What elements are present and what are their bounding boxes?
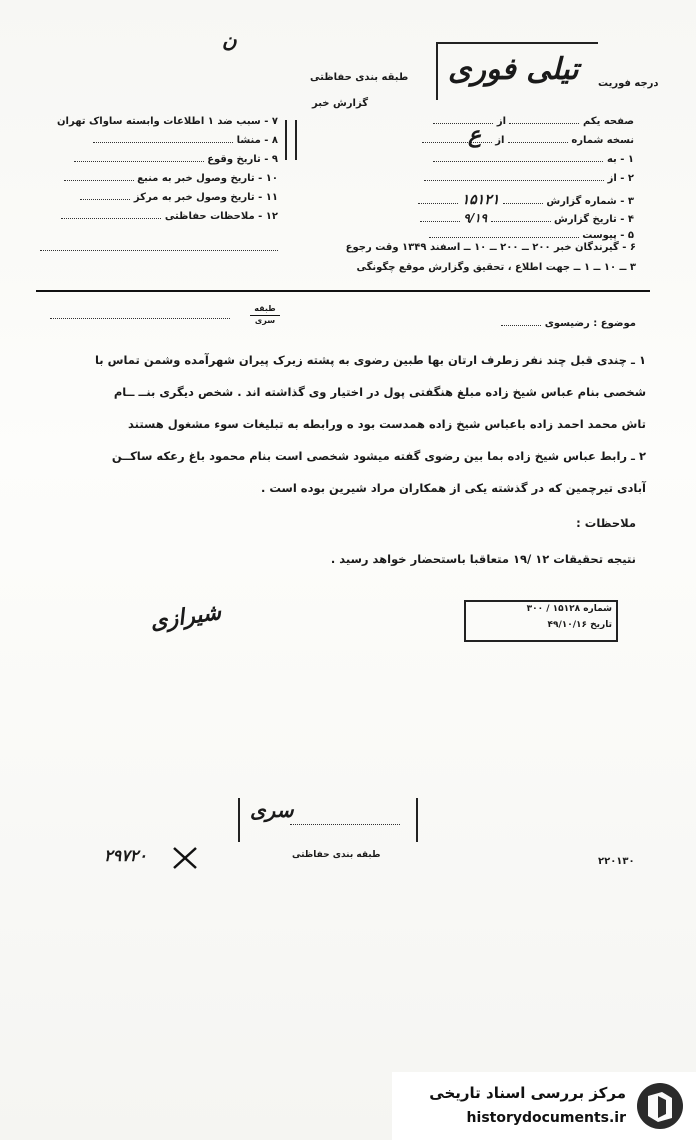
- x-mark-icon: [172, 846, 198, 870]
- field-page: صفحه یکم از: [300, 116, 634, 135]
- footer-watermark: [392, 1072, 696, 1140]
- distribution-line-1: ۶ - گیرندگان خبر ۲۰۰ ــ ۲۰۰ ــ ۱۰ ــ اسفند ۱۳۴۹ وقت رجوع: [345, 242, 636, 253]
- field-occurrence-date: ۹ - تاریخ وقوع: [40, 154, 278, 173]
- body-line: ۲ ـ رابط عباس شیخ زاده بما بین رضوی گفته میشود شخصی است بنام محمود باغ رعکه ساکــن: [111, 449, 646, 463]
- field-to: ۱ - به: [300, 154, 634, 173]
- page-code: ۲۲۰۱۳۰: [598, 856, 635, 867]
- notes-text: نتیجه تحقیقات ۱۲ /۱۹ متعاقبا باستحضار خواهد رسید .: [330, 552, 636, 566]
- registry-stamp: شماره ۱۵۱۲۸ / ۳۰۰ تاریخ ۴۹/۱۰/۱۶: [464, 600, 618, 642]
- body-line: آبادی تیرچمین که در گذشته یکی از همکاران مراد شیرین بوده است .: [261, 481, 646, 495]
- handwritten-copy-mark: ع: [468, 122, 482, 148]
- field-copy: نسخه شماره از: [300, 135, 634, 154]
- field-attachment: ۵ - پیوست: [300, 230, 634, 249]
- blank-line: [40, 234, 278, 251]
- urgency-label: درجه فوریت: [598, 78, 659, 89]
- subject-dots: [50, 318, 230, 319]
- bottom-classification-label: طبقه بندی حفاظتی: [292, 850, 381, 860]
- header-separator: [36, 290, 650, 292]
- report-body: [40, 344, 646, 504]
- bottom-dots: [290, 824, 400, 825]
- body-line: ۱ ـ چندی قبل چند نفر زطرف ارتان بها طبین رضوی به پشته زیرک پیران شهرآمده وشمن تماس با: [94, 353, 646, 367]
- fields-left: [40, 116, 278, 251]
- footer-url: historydocuments.ir: [466, 1110, 626, 1126]
- field-source-receipt-date: ۱۰ - تاریخ وصول خبر به منبع: [40, 173, 278, 192]
- field-cause: ۷ - سبب ضد ۱ اطلاعات وابسته ساواک تهران: [57, 116, 278, 127]
- notes-label: ملاحظات :: [576, 516, 636, 530]
- handwritten-urgency: تیلی فوری: [448, 52, 579, 87]
- field-center-receipt-date: ۱۱ - تاریخ وصول خبر به مرکز: [40, 192, 278, 211]
- report-title: گزارش خبر: [312, 98, 369, 109]
- small-mark: ن: [222, 28, 237, 52]
- field-report-number: ۳ - شماره گزارش ۱۵۱۲۱: [300, 192, 634, 211]
- document-number: ۲۹۷۲۰: [104, 846, 147, 865]
- logo-icon: [634, 1080, 686, 1132]
- classification-label: طبقه بندی حفاظتی: [310, 72, 409, 83]
- field-report-date: ۴ - تاریخ گزارش ۹/۱۹: [300, 211, 634, 230]
- field-security-notes: ۱۲ - ملاحظات حفاظتی: [40, 211, 278, 230]
- field-source: ۸ - منشا: [40, 135, 278, 154]
- fields-right: [300, 116, 634, 249]
- handwritten-signature: شیرازی: [148, 599, 223, 635]
- field-from: ۲ - از: [300, 173, 634, 192]
- subject-line: موضوع : رضیسوی: [440, 318, 636, 329]
- subject-classification: طبقه سری: [250, 304, 280, 325]
- margin-mark: [285, 120, 297, 160]
- body-line: شخصی بنام عباس شیخ زاده مبلغ هنگفتی پول در اختیار وی گذاشته اند . شخص دیگری بنــ ــام: [113, 385, 646, 399]
- body-line: تاش محمد احمد زاده باعباس شیخ زاده همدست بود ه ورابطه به تبلیغات سوء مشغول هستند: [128, 417, 646, 431]
- bottom-handwritten-sign: سری: [250, 798, 294, 822]
- distribution-line-2: ۳ ــ ۱۰ ــ ۱ ــ جهت اطلاع ، تحقیق وگزارش موقع چگونگی: [356, 262, 636, 273]
- footer-org: مرکز بررسی اسناد تاریخی: [429, 1084, 626, 1102]
